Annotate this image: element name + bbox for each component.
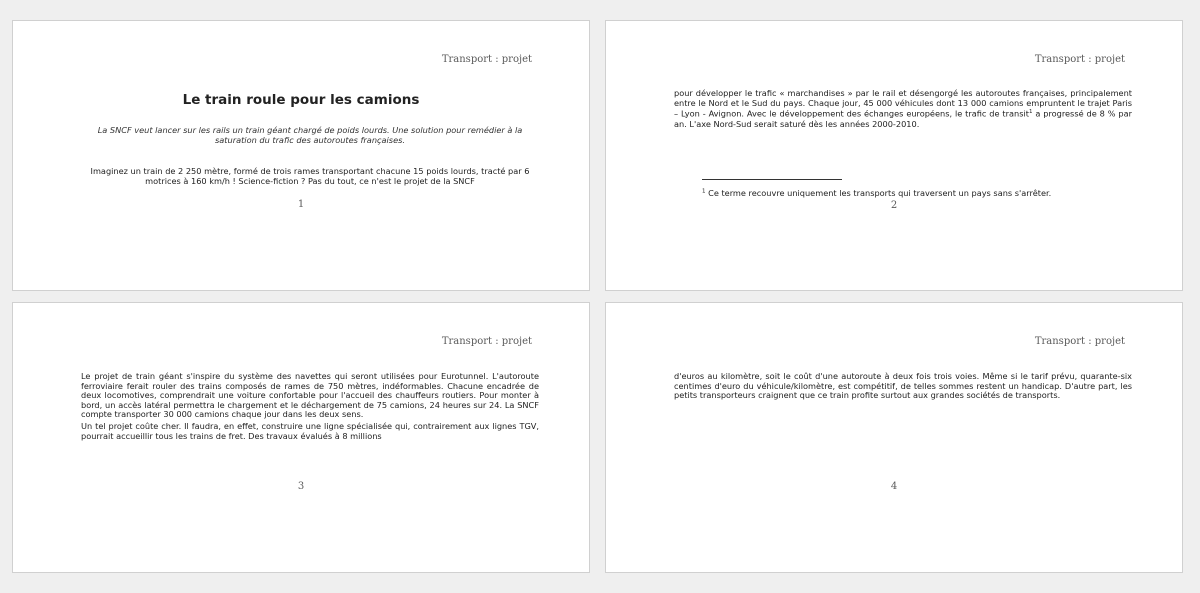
page-number: 2	[890, 200, 898, 211]
paragraph	[674, 89, 1132, 129]
paragraph: d'euros au kilomètre, soit le coût d'une autoroute à deux fois trois voies. Même si le tarif prévu, quarante-six centimes d'euro du véhicule/kilomètre, est compétitif, de telles sommes restent un handicap. D'autre part, les petits transporteurs craignent que ce train profite surtout aux grandes sociétés de transports.	[674, 371, 1132, 401]
page-header: Transport : projet	[1034, 336, 1125, 347]
paragraph: Imaginez un train de 2 250 mètre, formé de trois rames transportant chacune 15 poids lourds, tracté par 6 motrices à 160 km/h ! Science-fiction ? Pas du tout, ce n'est le projet de la SNCF	[90, 166, 530, 186]
page-body	[81, 167, 539, 186]
page-header: Transport : projet	[441, 54, 532, 65]
page-body	[674, 89, 1132, 129]
footnote-reference[interactable]: 1	[1028, 109, 1033, 116]
paragraph: Un tel projet coûte cher. Il faudra, en effet, construire une ligne spécialisée qui, contrairement aux lignes TGV, pourrait accueillir tous les trains de fret. Des travaux évalués à 8 millions	[81, 420, 539, 441]
page-number: 1	[297, 199, 305, 210]
page-body	[81, 372, 539, 441]
page-3	[12, 302, 590, 573]
page-4	[605, 302, 1183, 573]
page-body	[674, 372, 1132, 401]
footnote-separator	[702, 179, 842, 180]
paragraph-text: a progressé de 8 % par an. L'axe Nord-Sud serait saturé dès les années 2000-2010.	[674, 108, 1132, 129]
page-header: Transport : projet	[1034, 54, 1125, 65]
page-2	[605, 20, 1183, 291]
page-number: 3	[297, 481, 305, 492]
page-header: Transport : projet	[441, 336, 532, 347]
paragraph-text: pour développer le trafic « marchandises » par le rail et désengorgé les autoroutes françaises, principalement entre le Nord et le Sud du pays. Chaque jour, 45 000 véhicules dont 13 000 camions empruntent le trajet Paris – Lyon - Avignon. Avec le développement des échanges européens, le trafic de transit	[674, 88, 1132, 119]
document-title: Le train roule pour les camions	[182, 92, 420, 108]
page-1	[12, 20, 590, 291]
footnote	[702, 188, 1051, 198]
document-subtitle: La SNCF veut lancer sur les rails un train géant chargé de poids lourds. Une solution pour remédier à la saturation du trafic des autoroutes françaises.	[97, 125, 523, 145]
paragraph: Le projet de train géant s'inspire du système des navettes qui seront utilisées pour Eurotunnel. L'autoroute ferroviaire ferait rouler des trains composés de rames de 750 mètres, indéformables. Chacune encadrée de deux locomotives, comprendrait une voiture confortable pour l'accueil des chauffeurs routiers. Pour monter à bord, un accès latéral permettra le chargement et le déchargement de 75 camions, 24 heures sur 24. La SNCF compte transporter 30 000 camions chaque jour dans les deux sens.	[81, 371, 539, 420]
footnote-marker: 1	[702, 188, 706, 195]
footnote-text: Ce terme recouvre uniquement les transports qui traversent un pays sans s'arrêter.	[705, 188, 1052, 198]
page-number: 4	[890, 481, 898, 492]
